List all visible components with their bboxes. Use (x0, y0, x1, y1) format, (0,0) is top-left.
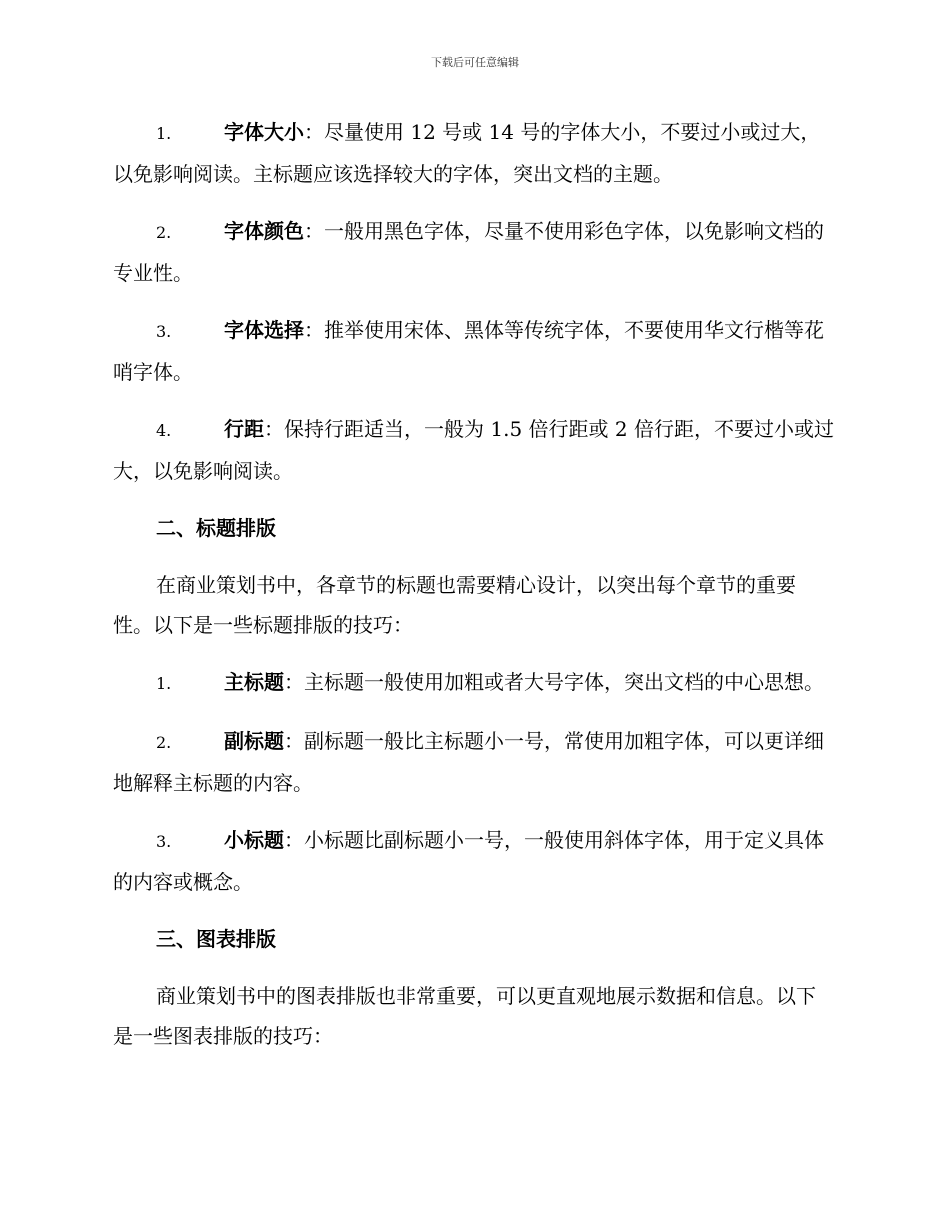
list-item (113, 662, 835, 704)
list-text: ：小标题比副标题小一号，一般使用斜体字体，用于定义具体的内容或概念。 (113, 828, 824, 894)
section-intro: 商业策划书中的图表排版也非常重要，可以更直观地展示数据和信息。以下是一些图表排版的技巧： (113, 984, 816, 1048)
list-term: 行距 (224, 417, 264, 441)
list-item (113, 310, 835, 392)
list-item (113, 409, 835, 491)
list-term: 主标题 (224, 670, 284, 694)
list-text: ：一般用黑色字体，尽量不使用彩色字体，以免影响文档的专业性。 (113, 219, 824, 285)
list-number: 1. (156, 124, 172, 143)
list-number: 2. (156, 223, 172, 242)
list-item (113, 112, 835, 194)
list-number: 3. (156, 832, 172, 851)
section-heading: 三、图表排版 (156, 927, 276, 951)
list-term: 字体大小 (224, 120, 304, 144)
list-text: ：保持行距适当，一般为 1.5 倍行距或 2 倍行距，不要过小或过大，以免影响阅读。 (113, 417, 834, 483)
list-number: 1. (156, 674, 172, 693)
section-intro: 在商业策划书中，各章节的标题也需要精心设计，以突出每个章节的重要性。以下是一些标题排版的技巧： (113, 573, 796, 637)
list-number: 2. (156, 733, 172, 752)
list-term: 字体选择 (224, 318, 304, 342)
list-term: 字体颜色 (224, 219, 304, 243)
list-text: ：推举使用宋体、黑体等传统字体，不要使用华文行楷等花哨字体。 (113, 318, 824, 384)
page-header: 下载后可任意编辑 (431, 56, 519, 69)
list-item (113, 820, 835, 902)
list-term: 副标题 (224, 729, 284, 753)
list-term: 小标题 (224, 828, 284, 852)
list-item (113, 211, 835, 293)
list-text: ：尽量使用 12 号或 14 号的字体大小，不要过小或过大，以免影响阅读。主标题应该选择较大的字体，突出文档的主题。 (113, 120, 821, 186)
list-text: ：主标题一般使用加粗或者大号字体，突出文档的中心思想。 (284, 670, 824, 694)
list-number: 4. (156, 421, 172, 440)
list-number: 3. (156, 322, 172, 341)
section-heading: 二、标题排版 (156, 516, 276, 540)
document-body (113, 112, 835, 1073)
list-text: ：副标题一般比主标题小一号，常使用加粗字体，可以更详细地解释主标题的内容。 (113, 729, 824, 795)
list-item (113, 721, 835, 803)
